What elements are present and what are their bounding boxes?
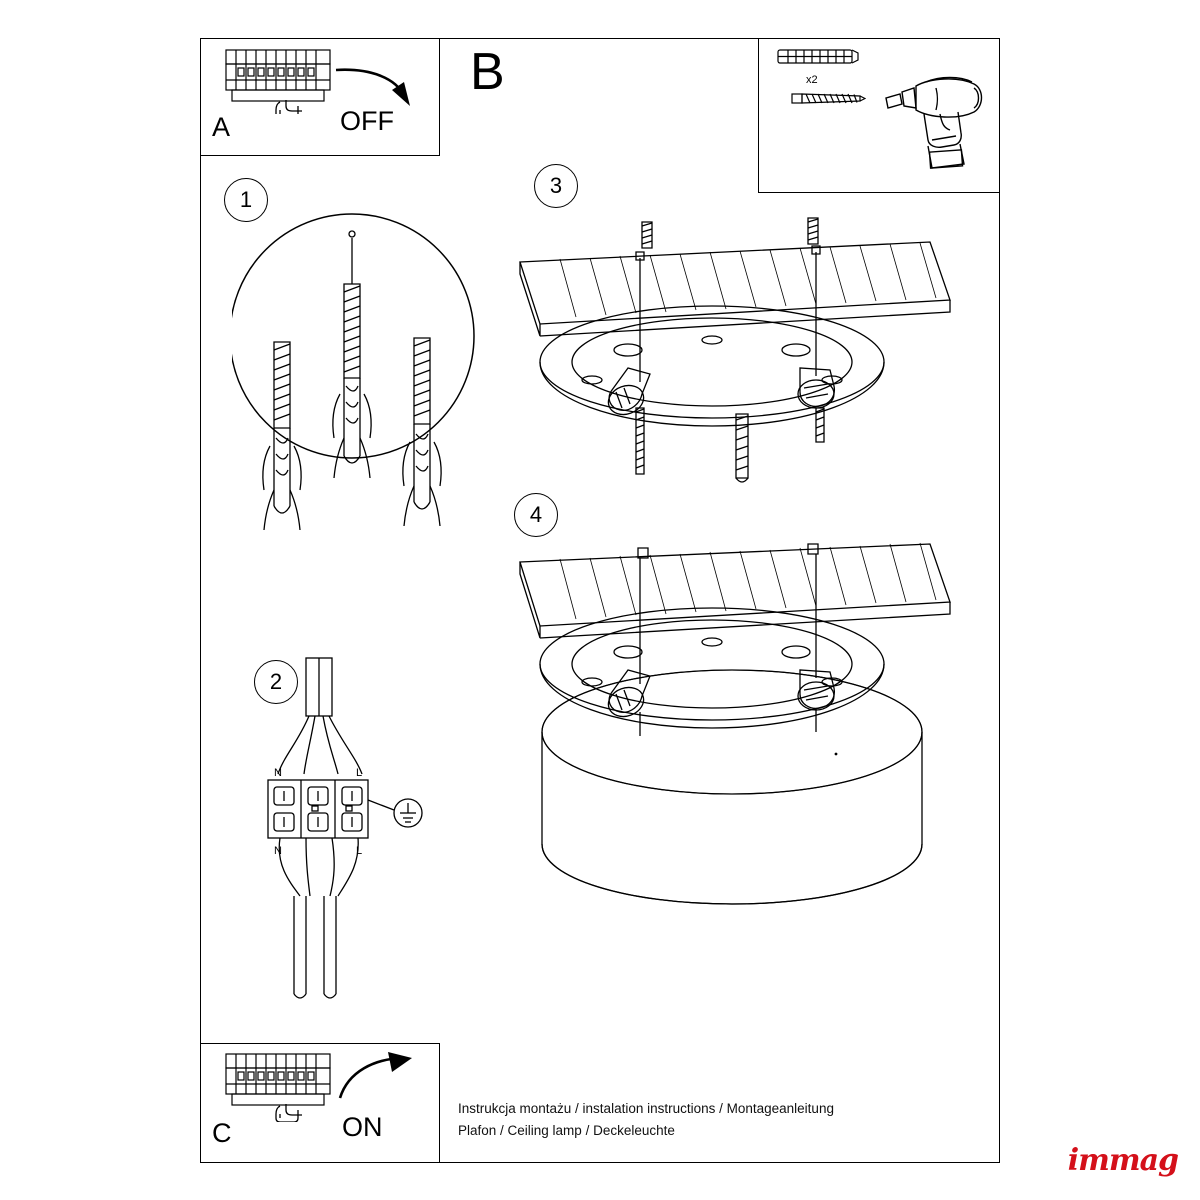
caption-block <box>458 1098 834 1142</box>
breaker-switch-icon <box>222 44 342 114</box>
step-c-label: C <box>212 1118 232 1148</box>
breaker-switch-icon <box>222 1048 342 1122</box>
tool-quantity-label: x2 <box>806 74 818 86</box>
caption-line-1: Instrukcja montażu / instalation instructions / Montageanleitung <box>458 1101 834 1116</box>
step-4-badge <box>514 493 558 537</box>
step-3-number: 3 <box>549 173 563 198</box>
svg-text:N: N <box>274 845 282 857</box>
mounting-plate-on-ceiling-icon <box>500 212 970 502</box>
curved-arrow-up-icon <box>330 1048 420 1104</box>
brand-logo: immag <box>1067 1143 1178 1178</box>
step-3-badge <box>534 164 578 208</box>
power-drill-icon <box>880 48 990 178</box>
caption-line-2: Plafon / Ceiling lamp / Deckeleuchte <box>458 1123 675 1138</box>
step-c-action-label: ON <box>342 1112 383 1142</box>
svg-text:L: L <box>356 767 363 779</box>
step-a-action-label: OFF <box>340 106 394 136</box>
wall-plug-icon <box>776 44 860 70</box>
terminal-block-wiring-icon <box>248 650 428 1010</box>
lamp-shade-mounted-icon <box>500 536 970 936</box>
wall-plug-anchor-screw-icon <box>232 206 492 626</box>
svg-text:N: N <box>274 767 282 779</box>
screw-icon <box>790 88 866 108</box>
step-1-number: 1 <box>239 187 253 212</box>
panel-b-label: B <box>470 43 505 101</box>
step-2-number: 2 <box>269 669 283 694</box>
step-a-label: A <box>212 112 231 142</box>
svg-text:L: L <box>356 845 363 857</box>
step-4-number: 4 <box>529 502 543 527</box>
